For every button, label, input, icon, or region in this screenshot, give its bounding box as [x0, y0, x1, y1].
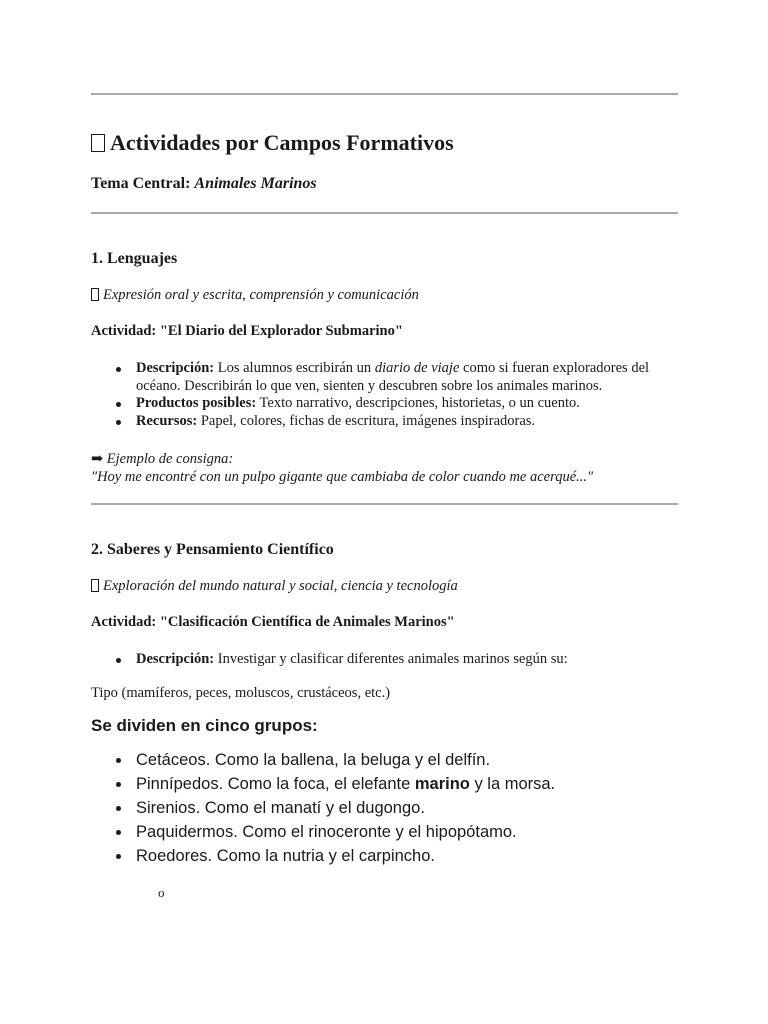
list-item: Sirenios. Como el manatí y el dugongo.	[91, 796, 555, 820]
formative-field: Expresión oral y escrita, comprensión y comunicación	[91, 287, 419, 304]
missing-glyph-icon	[91, 288, 99, 301]
formative-field: Exploración del mundo natural y social, ciencia y tecnología	[91, 578, 458, 595]
empty-sublist-marker: o	[158, 885, 165, 900]
list-item: Cetáceos. Como la ballena, la beluga y el delfín.	[91, 748, 555, 772]
theme-line: Tema Central: Animales Marinos	[91, 175, 317, 192]
list-item: Descripción: Los alumnos escribirán un diario de viaje como si fueran exploradores del océano. Describirán lo que ven, sienten y descubren sobre los animales marinos.	[91, 360, 674, 395]
arrow-right-icon: ➡	[91, 451, 104, 467]
list-item: Descripción: Investigar y clasificar diferentes animales marinos según su:	[91, 651, 674, 669]
activity-details-list	[91, 360, 674, 430]
section-heading-saberes: 2. Saberes y Pensamiento Científico	[91, 541, 334, 558]
horizontal-rule	[91, 93, 678, 95]
groups-list	[91, 748, 555, 868]
list-item: Productos posibles: Texto narrativo, descripciones, historietas, o un cuento.	[91, 395, 674, 413]
activity-title: Actividad: "Clasificación Científica de Animales Marinos"	[91, 614, 455, 630]
missing-glyph-icon	[91, 134, 105, 152]
missing-glyph-icon	[91, 579, 99, 592]
example-prompt: ➡ Ejemplo de consigna: "Hoy me encontré con un pulpo gigante que cambiaba de color cuando me acerqué..."	[91, 451, 594, 485]
theme-value: Animales Marinos	[194, 175, 317, 192]
groups-heading: Se dividen en cinco grupos:	[91, 716, 318, 735]
list-item: Recursos: Papel, colores, fichas de escritura, imágenes inspiradoras.	[91, 413, 674, 431]
document-title: Actividades por Campos Formativos	[91, 130, 454, 156]
horizontal-rule	[91, 212, 678, 214]
activity-details-list	[91, 651, 674, 669]
horizontal-rule	[91, 503, 678, 505]
example-quote: "Hoy me encontré con un pulpo gigante que cambiaba de color cuando me acerqué..."	[91, 469, 594, 485]
list-item: Pinnípedos. Como la foca, el elefante marino y la morsa.	[91, 772, 555, 796]
activity-title: Actividad: "El Diario del Explorador Submarino"	[91, 323, 403, 339]
type-line: Tipo (mamíferos, peces, moluscos, crustáceos, etc.)	[91, 685, 391, 701]
section-heading-lenguajes: 1. Lenguajes	[91, 250, 178, 267]
list-item: Paquidermos. Como el rinoceronte y el hipopótamo.	[91, 820, 555, 844]
list-item: Roedores. Como la nutria y el carpincho.	[91, 844, 555, 868]
